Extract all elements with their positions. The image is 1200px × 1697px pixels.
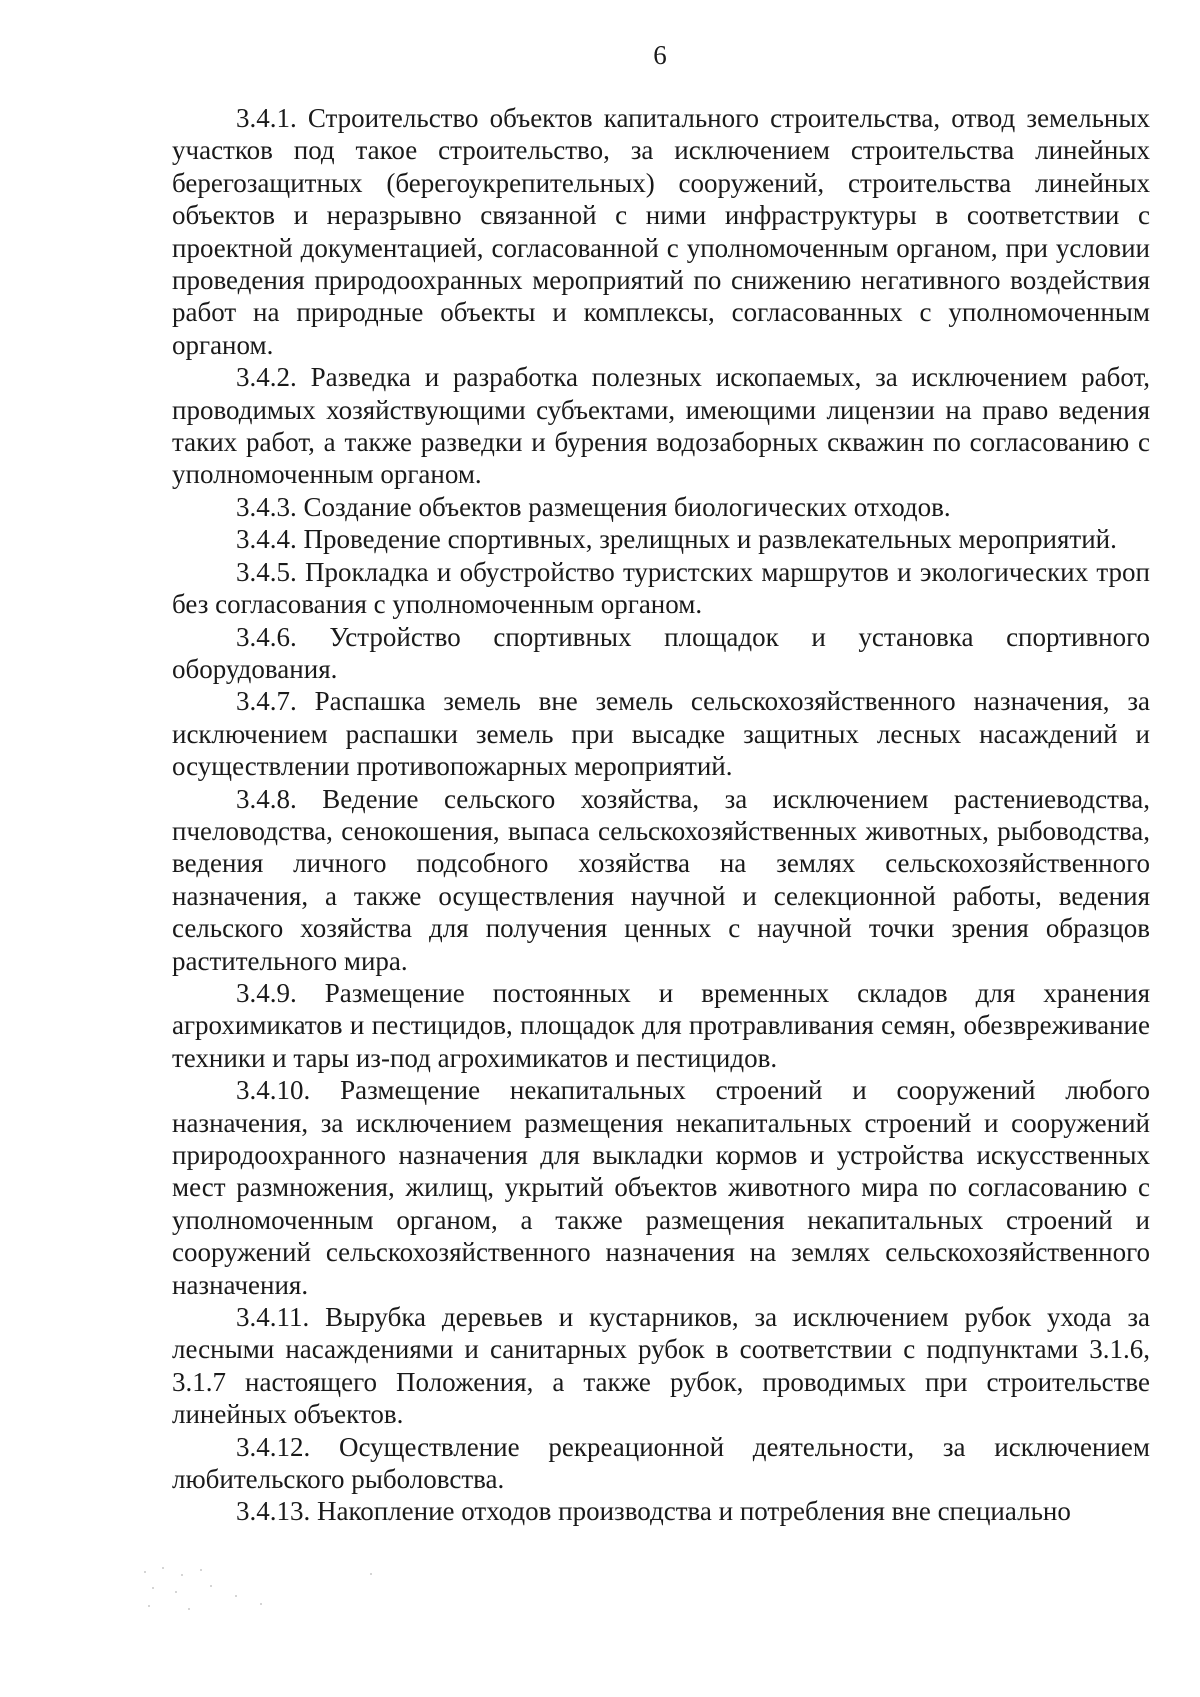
clause-number: 3.4.2. (236, 362, 297, 393)
clause-number: 3.4.9. (236, 977, 297, 1008)
paragraph-3-4-1 (172, 102, 1150, 361)
clause-number: 3.4.4. (236, 524, 297, 555)
paragraph-3-4-13 (172, 1495, 1150, 1527)
paragraph-3-4-5 (172, 556, 1150, 621)
clause-number: 3.4.6. (236, 621, 297, 652)
clause-text: Создание объектов размещения биологических отходов. (303, 491, 951, 522)
paragraph-3-4-2 (172, 361, 1150, 491)
paragraph-3-4-6 (172, 621, 1150, 686)
clause-text: Проведение спортивных, зрелищных и развлекательных мероприятий. (303, 524, 1117, 555)
scan-speck (235, 1595, 237, 1597)
scan-speck (200, 1569, 202, 1571)
scan-speck (210, 1585, 212, 1587)
paragraph-3-4-11 (172, 1301, 1150, 1431)
clause-text: Накопление отходов производства и потребления вне специально (317, 1496, 1071, 1527)
scan-speck (148, 1605, 150, 1607)
clause-text: Размещение некапитальных строений и сооружений любого назначения, за исключением размещения некапитальных строений и сооружений природоохранного назначения для выкладки кормов и устройства искусственных мест размножения, жилищ, укрытий объектов животного мира по согласованию с уполномоченным органом, а также размещения некапитальных строений и сооружений сельскохозяйственного назначения на землях сельскохозяйственного назначения. (172, 1075, 1150, 1300)
paragraph-3-4-12 (172, 1431, 1150, 1496)
scan-speck (144, 1571, 146, 1573)
paragraph-3-4-7 (172, 685, 1150, 782)
clause-number: 3.4.7. (236, 686, 297, 717)
clause-text: Ведение сельского хозяйства, за исключением растениеводства, пчеловодства, сенокошения, выпаса сельскохозяйственных животных, рыбоводства, ведения личного подсобного хозяйства на землях сельскохозяйственного назначения, а также осуществления научной и селекционной работы, ведения сельского хозяйства для получения ценных с научной точки зрения образцов растительного мира. (172, 783, 1150, 976)
paragraph-3-4-4 (172, 523, 1150, 555)
scan-speck (181, 1574, 183, 1576)
document-body (172, 102, 1150, 1528)
scan-speck (260, 1603, 262, 1605)
paragraph-3-4-3 (172, 491, 1150, 523)
scan-speck (152, 1587, 154, 1589)
scan-noise (140, 1565, 400, 1615)
scan-speck (188, 1608, 190, 1610)
clause-number: 3.4.13. (236, 1496, 311, 1527)
clause-number: 3.4.1. (236, 103, 297, 133)
clause-text: Распашка земель вне земель сельскохозяйственного назначения, за исключением распашки земель при высадке защитных лесных насаждений и осуществлении противопожарных мероприятий. (172, 686, 1151, 782)
clause-number: 3.4.11. (236, 1302, 310, 1333)
paragraph-3-4-8 (172, 783, 1150, 977)
clause-text: Вырубка деревьев и кустарников, за исключением рубок ухода за лесными насаждениями и санитарных рубок в соответствии с подпунктами 3.1.6, 3.1.7 настоящего Положения, а также рубок, проводимых при строительстве линейных объектов. (172, 1302, 1151, 1430)
clause-text: Прокладка и обустройство туристских маршрутов и экологических троп без согласования с уполномоченным органом. (172, 556, 1150, 620)
clause-number: 3.4.5. (236, 556, 297, 587)
clause-text: Разведка и разработка полезных ископаемых, за исключением работ, проводимых хозяйствующими субъектами, имеющими лицензии на право ведения таких работ, а также разведки и бурения водозаборных скважин по согласованию с уполномоченным органом. (172, 362, 1151, 490)
scan-speck (370, 1573, 372, 1575)
paragraph-3-4-10 (172, 1074, 1150, 1301)
clause-text: Устройство спортивных площадок и установка спортивного оборудования. (172, 621, 1150, 684)
clause-text: Строительство объектов капитального строительства, отвод земельных участков под такое строительство, за исключением строительства линейных берегозащитных (берегоукрепительных) сооружений, строительства линейных объектов и неразрывно связанной с ними инфраструктуры в соответствии с проектной документацией, согласованной с уполномоченным органом, при условии проведения природоохранных мероприятий по снижению негативного воздействия работ на природные объекты и комплексы, согласованных с уполномоченным органом. (172, 103, 1150, 360)
clause-number: 3.4.8. (236, 783, 297, 814)
clause-number: 3.4.10. (236, 1075, 311, 1106)
scan-speck (162, 1567, 164, 1569)
clause-number: 3.4.12. (236, 1431, 311, 1462)
clause-number: 3.4.3. (236, 491, 297, 522)
scan-speck (175, 1591, 177, 1593)
clause-text: Осуществление рекреационной деятельности, за исключением любительского рыболовства. (172, 1431, 1151, 1495)
page-number: 6 (653, 40, 667, 70)
clause-text: Размещение постоянных и временных складов для хранения агрохимикатов и пестицидов, площадок для протравливания семян, обезвреживание техники и тары из-под агрохимикатов и пестицидов. (172, 977, 1151, 1073)
paragraph-3-4-9 (172, 977, 1150, 1074)
